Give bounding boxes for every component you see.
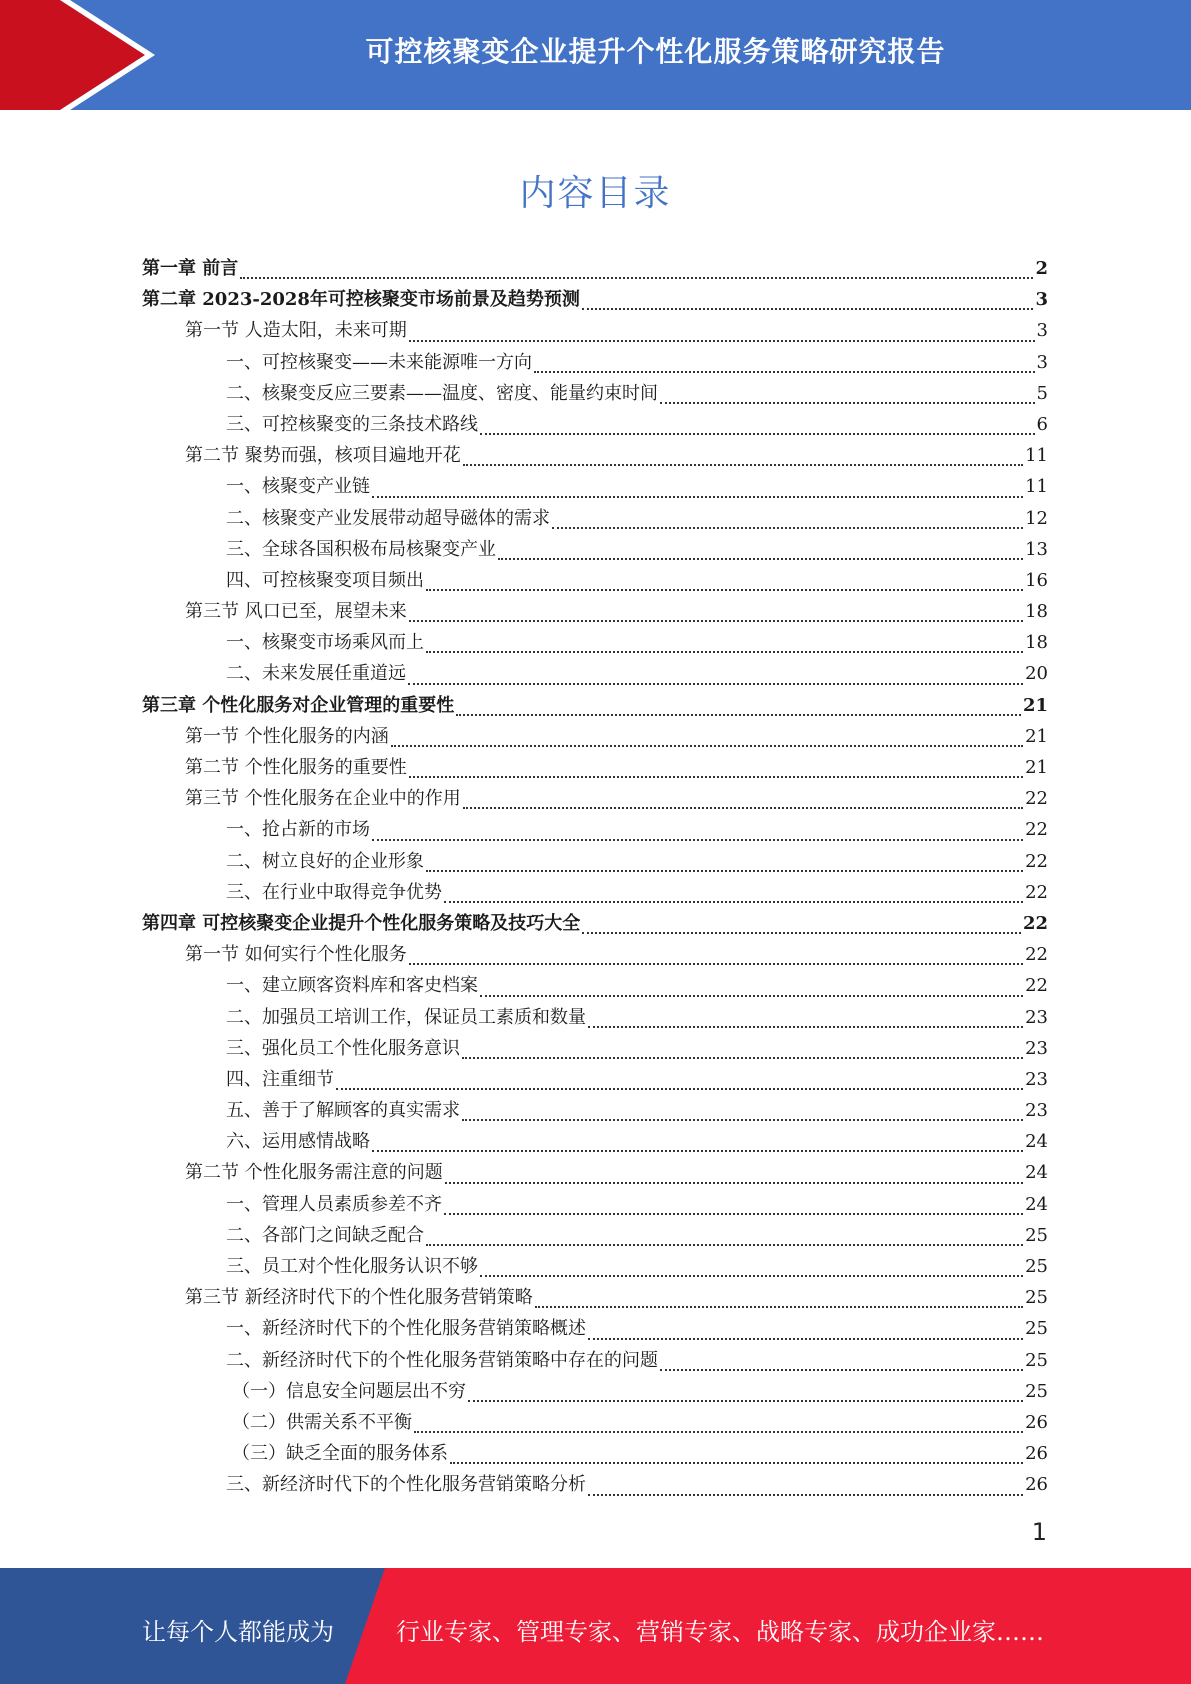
toc-dot-leader — [426, 870, 1023, 872]
toc-dot-leader — [535, 1306, 1023, 1308]
toc-dot-leader — [552, 527, 1023, 529]
toc-entry-page: 24 — [1025, 1131, 1048, 1153]
toc-entry-page: 13 — [1025, 538, 1048, 560]
footer-banner — [0, 1568, 1191, 1684]
toc-entry-title: （一）信息安全问题层出不穷 — [232, 1380, 466, 1402]
toc-dot-leader — [463, 807, 1023, 809]
toc-entry[interactable] — [142, 753, 1048, 784]
toc-entry[interactable] — [142, 1252, 1048, 1283]
toc-entry-title: 二、未来发展任重道远 — [226, 663, 406, 685]
toc-entry-page: 11 — [1025, 445, 1048, 467]
footer-slogan-left: 让每个人都能成为 — [142, 1618, 334, 1646]
toc-entry[interactable] — [142, 971, 1048, 1002]
toc-entry-title: 第四章 可控核聚变企业提升个性化服务策略及技巧大全 — [142, 912, 581, 934]
toc-entry-title: 第一节 人造太阳，未来可期 — [185, 320, 407, 342]
toc-entry-title: 三、新经济时代下的个性化服务营销策略分析 — [226, 1474, 586, 1496]
toc-entry-page: 3 — [1035, 289, 1048, 311]
toc-dot-leader — [588, 1494, 1023, 1496]
toc-dot-leader — [480, 433, 1035, 435]
toc-entry-title: 三、在行业中取得竞争优势 — [226, 881, 442, 903]
toc-entry[interactable] — [142, 1346, 1048, 1377]
toc-entry-title: 一、核聚变市场乘风而上 — [226, 632, 424, 654]
toc-entry[interactable] — [142, 1158, 1048, 1189]
toc-entry-page: 2 — [1035, 258, 1048, 279]
toc-entry-page: 3 — [1036, 351, 1048, 373]
toc-dot-leader — [660, 402, 1035, 404]
toc-entry[interactable] — [142, 909, 1048, 940]
toc-entry-title: 三、强化员工个性化服务意识 — [226, 1037, 460, 1059]
toc-entry-page: 25 — [1025, 1287, 1048, 1309]
toc-entry-title: 第三节 风口已至，展望未来 — [185, 601, 407, 623]
toc-dot-leader — [409, 340, 1035, 342]
footer-slogan-right: 行业专家、管理专家、营销专家、战略专家、成功企业家…… — [396, 1618, 1044, 1646]
toc-dot-leader — [372, 1150, 1023, 1152]
toc-heading: 内容目录 — [519, 173, 672, 214]
toc-dot-leader — [414, 1431, 1023, 1433]
toc-entry-title: 第一节 如何实行个性化服务 — [185, 944, 407, 966]
toc-entry-title: （三）缺乏全面的服务体系 — [232, 1443, 448, 1465]
toc-dot-leader — [462, 1119, 1023, 1121]
toc-entry[interactable] — [142, 285, 1048, 316]
toc-entry-page: 22 — [1025, 975, 1048, 997]
toc-entry-page: 21 — [1022, 694, 1048, 716]
toc-entry-title: 第二章 2023-2028年可控核聚变市场前景及趋势预测 — [142, 289, 580, 311]
report-title: 可控核聚变企业提升个性化服务策略研究报告 — [365, 35, 946, 68]
toc-entry-page: 18 — [1025, 632, 1048, 654]
toc-dot-leader — [336, 1088, 1023, 1090]
toc-entry-page: 26 — [1025, 1443, 1048, 1465]
toc-dot-leader — [426, 651, 1023, 653]
toc-entry[interactable] — [142, 847, 1048, 878]
toc-entry-page: 22 — [1025, 788, 1048, 810]
toc-dot-leader — [444, 901, 1023, 903]
toc-entry[interactable] — [142, 1377, 1048, 1408]
toc-entry-page: 23 — [1025, 1100, 1048, 1122]
toc-entry-title: 一、建立顾客资料库和客史档案 — [226, 975, 478, 997]
toc-dot-leader — [408, 683, 1023, 685]
toc-dot-leader — [462, 1057, 1023, 1059]
toc-entry-page: 22 — [1025, 819, 1048, 841]
toc-dot-leader — [534, 371, 1035, 373]
toc-entry-page: 25 — [1025, 1256, 1048, 1277]
toc-dot-leader — [426, 1244, 1023, 1246]
toc-dot-leader — [582, 932, 1021, 934]
toc-entry-title: 二、树立良好的企业形象 — [226, 850, 424, 872]
toc-entry-title: 三、员工对个性化服务认识不够 — [226, 1256, 478, 1277]
toc-entry-page: 20 — [1025, 663, 1048, 685]
page-number: 1 — [1031, 1518, 1047, 1546]
toc-entry-page: 6 — [1036, 413, 1048, 435]
toc-entry[interactable] — [142, 1034, 1048, 1065]
toc-entry-page: 22 — [1025, 881, 1048, 903]
toc-dot-leader — [588, 1026, 1023, 1028]
toc-entry-title: 第三节 新经济时代下的个性化服务营销策略 — [185, 1287, 533, 1309]
toc-dot-leader — [480, 1275, 1023, 1277]
toc-entry-title: 三、全球各国积极布局核聚变产业 — [226, 538, 496, 560]
toc-entry-title: 第二节 聚势而强，核项目遍地开花 — [185, 445, 461, 467]
toc-entry[interactable] — [142, 940, 1048, 971]
toc-entry[interactable] — [142, 1470, 1048, 1501]
toc-dot-leader — [444, 1213, 1023, 1215]
toc-entry-page: 3 — [1036, 320, 1048, 342]
toc-entry[interactable] — [142, 1283, 1048, 1314]
toc-entry-title: 二、核聚变反应三要素——温度、密度、能量约束时间 — [226, 382, 658, 404]
toc-entry-title: 四、注重细节 — [226, 1068, 334, 1090]
toc-dot-leader — [426, 589, 1023, 591]
toc-entry-title: 二、各部门之间缺乏配合 — [226, 1224, 424, 1246]
toc-entry-page: 25 — [1025, 1380, 1048, 1402]
toc-entry-page: 21 — [1025, 757, 1048, 778]
toc-entry-page: 24 — [1025, 1162, 1048, 1184]
toc-dot-leader — [450, 1462, 1023, 1464]
toc-entry[interactable] — [142, 597, 1048, 628]
toc-entry-page: 21 — [1025, 725, 1048, 747]
toc-entry-page: 25 — [1025, 1224, 1048, 1246]
toc-entry-page: 16 — [1025, 569, 1048, 591]
toc-dot-leader — [660, 1369, 1023, 1371]
toc-entry-title: 第一节 个性化服务的内涵 — [185, 725, 389, 747]
toc-entry-title: 第二节 个性化服务的重要性 — [185, 757, 407, 778]
toc-dot-leader — [498, 558, 1023, 560]
toc-entry[interactable] — [142, 1190, 1048, 1221]
toc-entry[interactable] — [142, 722, 1048, 753]
toc-entry-title: 第三章 个性化服务对企业管理的重要性 — [142, 694, 455, 716]
toc-entry[interactable] — [142, 535, 1048, 566]
toc-entry[interactable] — [142, 254, 1048, 285]
table-of-contents — [142, 254, 1048, 1502]
toc-entry-title: 二、新经济时代下的个性化服务营销策略中存在的问题 — [226, 1349, 658, 1371]
toc-entry-page: 22 — [1022, 912, 1048, 934]
toc-dot-leader — [409, 963, 1023, 965]
toc-entry[interactable] — [142, 628, 1048, 659]
toc-entry[interactable] — [142, 348, 1048, 379]
toc-dot-leader — [372, 496, 1023, 498]
toc-entry[interactable] — [142, 1127, 1048, 1158]
toc-entry-page: 26 — [1025, 1411, 1048, 1433]
toc-entry-page: 12 — [1025, 507, 1048, 529]
toc-entry-page: 24 — [1025, 1193, 1048, 1215]
toc-entry[interactable] — [142, 410, 1048, 441]
toc-dot-leader — [463, 464, 1023, 466]
toc-dot-leader — [456, 714, 1021, 716]
toc-entry-title: 第三节 个性化服务在企业中的作用 — [185, 788, 461, 810]
toc-entry-title: 一、抢占新的市场 — [226, 819, 370, 841]
toc-entry-page: 25 — [1025, 1349, 1048, 1371]
toc-entry[interactable] — [142, 316, 1048, 347]
toc-dot-leader — [480, 995, 1023, 997]
toc-entry-page: 23 — [1025, 1068, 1048, 1090]
toc-entry-title: 一、新经济时代下的个性化服务营销策略概述 — [226, 1318, 586, 1340]
toc-entry[interactable] — [142, 1439, 1048, 1470]
toc-entry-page: 22 — [1025, 944, 1048, 966]
toc-entry[interactable] — [142, 1096, 1048, 1127]
toc-entry[interactable] — [142, 691, 1048, 722]
toc-entry-page: 5 — [1036, 382, 1048, 404]
toc-entry[interactable] — [142, 1314, 1048, 1345]
toc-dot-leader — [445, 1182, 1023, 1184]
toc-dot-leader — [468, 1400, 1023, 1402]
toc-entry-page: 11 — [1025, 476, 1048, 498]
toc-dot-leader — [582, 308, 1034, 310]
toc-dot-leader — [240, 277, 1033, 279]
toc-entry-page: 22 — [1025, 850, 1048, 872]
toc-entry[interactable] — [142, 1065, 1048, 1096]
toc-dot-leader — [409, 776, 1023, 778]
toc-entry[interactable] — [142, 1221, 1048, 1252]
toc-entry[interactable] — [142, 659, 1048, 690]
toc-entry[interactable] — [142, 472, 1048, 503]
toc-entry[interactable] — [142, 566, 1048, 597]
toc-entry-title: 二、核聚变产业发展带动超导磁体的需求 — [226, 507, 550, 529]
toc-entry-title: （二）供需关系不平衡 — [232, 1411, 412, 1433]
toc-entry-page: 26 — [1025, 1474, 1048, 1496]
toc-entry-title: 四、可控核聚变项目频出 — [226, 569, 424, 591]
toc-entry-title: 六、运用感情战略 — [226, 1131, 370, 1153]
toc-entry-title: 第二节 个性化服务需注意的问题 — [185, 1162, 443, 1184]
toc-entry-title: 五、善于了解顾客的真实需求 — [226, 1100, 460, 1122]
toc-entry-title: 一、核聚变产业链 — [226, 476, 370, 498]
toc-dot-leader — [391, 745, 1023, 747]
toc-entry-title: 一、管理人员素质参差不齐 — [226, 1193, 442, 1215]
toc-entry[interactable] — [142, 504, 1048, 535]
toc-dot-leader — [588, 1338, 1023, 1340]
toc-entry[interactable] — [142, 815, 1048, 846]
toc-entry[interactable] — [142, 1408, 1048, 1439]
toc-entry[interactable] — [142, 441, 1048, 472]
toc-dot-leader — [372, 839, 1023, 841]
toc-entry-title: 一、可控核聚变——未来能源唯一方向 — [226, 351, 532, 373]
toc-entry-page: 25 — [1025, 1318, 1048, 1340]
toc-entry[interactable] — [142, 1003, 1048, 1034]
toc-entry[interactable] — [142, 784, 1048, 815]
toc-entry[interactable] — [142, 379, 1048, 410]
toc-entry-page: 23 — [1025, 1006, 1048, 1028]
toc-entry-page: 18 — [1025, 601, 1048, 623]
toc-entry-page: 23 — [1025, 1037, 1048, 1059]
header-banner — [0, 0, 1191, 110]
toc-entry-title: 第一章 前言 — [142, 258, 239, 279]
toc-dot-leader — [409, 620, 1023, 622]
toc-entry-title: 三、可控核聚变的三条技术路线 — [226, 413, 478, 435]
toc-entry[interactable] — [142, 878, 1048, 909]
toc-entry-title: 二、加强员工培训工作，保证员工素质和数量 — [226, 1006, 586, 1028]
